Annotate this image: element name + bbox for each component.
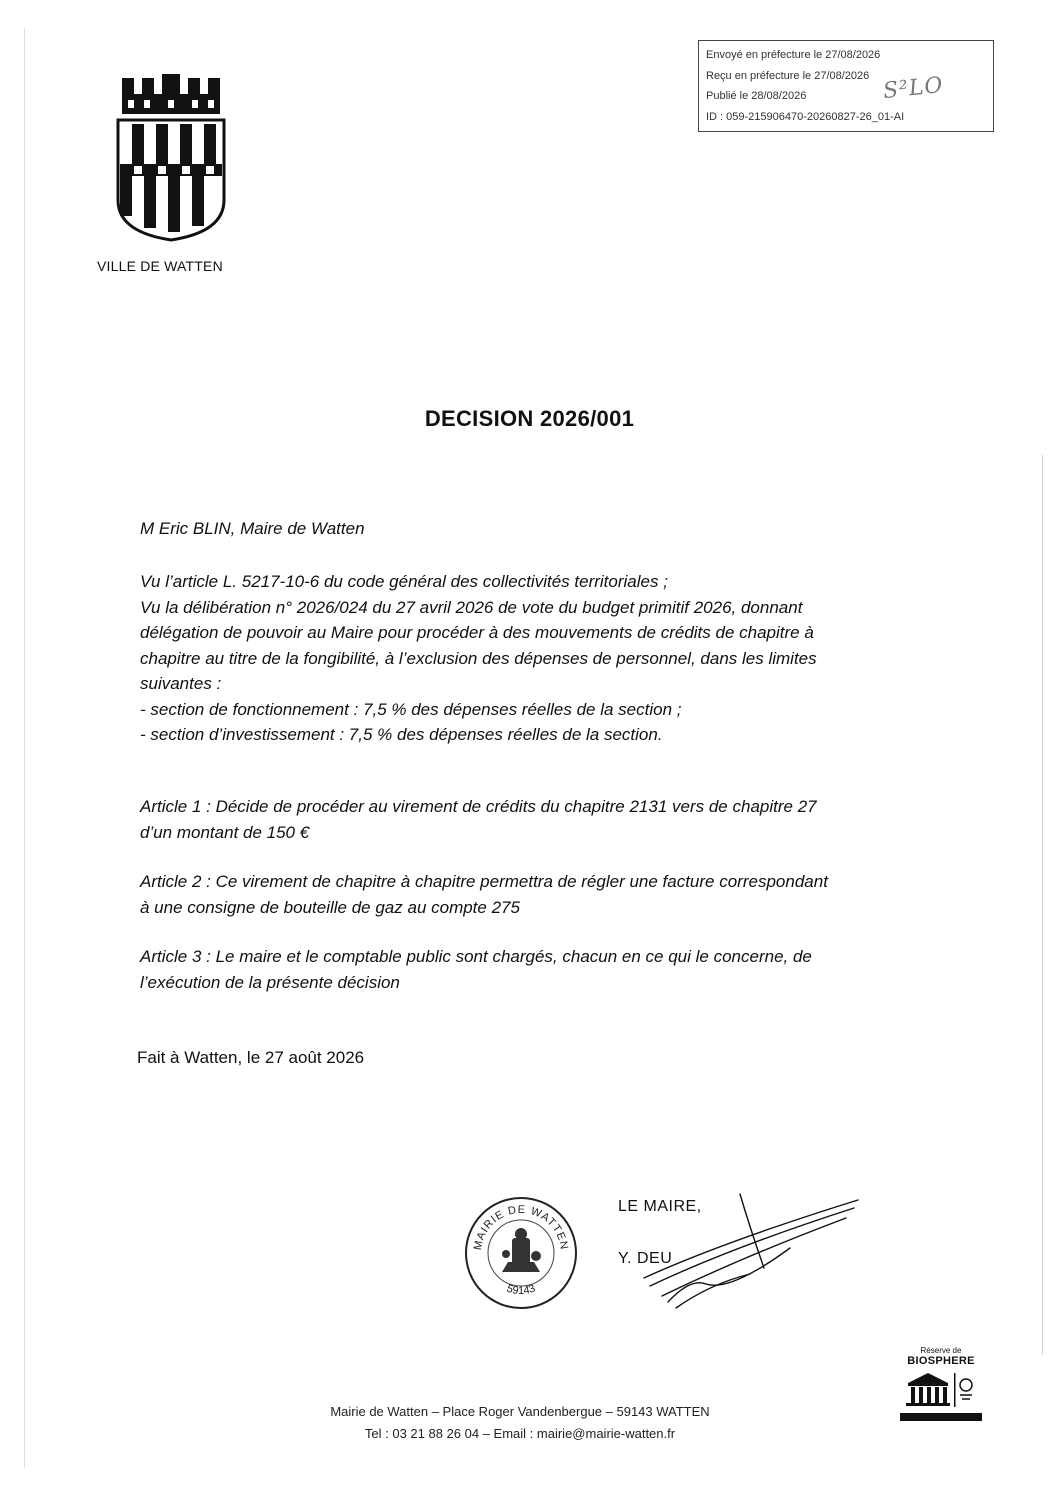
article-3-line: l’exécution de la présente décision [140, 972, 400, 992]
article-3-line: Article 3 : Le maire et le comptable public sont chargés, chacun en ce qui le concerne, de [140, 947, 812, 966]
signatory-name: Y. DEU [618, 1250, 673, 1267]
signatory-role: LE MAIRE, [618, 1198, 702, 1215]
prefecture-stamp [698, 40, 994, 132]
seal-text-bottom: 59143 [505, 1282, 537, 1298]
article-1-line: Article 1 : Décide de procéder au virement de crédits du chapitre 2131 vers de chapitre 27 [140, 797, 817, 816]
footer-contact: Tel : 03 21 88 26 04 – Email : mairie@mairie-watten.fr [364, 1426, 676, 1441]
town-hall-seal-icon [462, 1194, 580, 1312]
article-1-line: d’un montant de 150 € [140, 822, 310, 842]
article-1 [140, 794, 817, 845]
consideration-line: Vu l’article L. 5217-10-6 du code général des collectivités territoriales ; [140, 572, 668, 591]
consideration-line: délégation de pouvoir au Maire pour procéder à des mouvements de crédits de chapitre à [140, 623, 814, 642]
coat-of-arms-icon [112, 72, 230, 242]
biosphere-reserve-logo [898, 1346, 984, 1428]
footer-address: Mairie de Watten – Place Roger Vandenbergue – 59143 WATTEN [330, 1404, 710, 1419]
article-2 [140, 869, 828, 920]
unesco-temple-icon [898, 1367, 984, 1425]
scan-edge-left [24, 28, 25, 1468]
stamp-received: Reçu en préfecture le 27/08/2026 [706, 69, 870, 82]
consideration-line: Vu la délibération n° 2026/024 du 27 avril 2026 de vote du budget primitif 2026, donnant [140, 597, 803, 617]
scan-edge-right [1042, 455, 1043, 1355]
considerations [140, 569, 817, 748]
consideration-line: - section de fonctionnement : 7,5 % des dépenses réelles de la section ; [140, 699, 682, 719]
article-2-line: à une consigne de bouteille de gaz au compte 275 [140, 897, 520, 917]
done-at-line: Fait à Watten, le 27 août 2026 [137, 1048, 365, 1067]
article-2-line: Article 2 : Ce virement de chapitre à chapitre permettra de régler une facture correspondant [140, 872, 828, 891]
handwritten-signature [640, 1188, 870, 1318]
stamp-handwritten-mark: S²LO [881, 72, 945, 105]
article-3 [140, 944, 812, 995]
biosphere-logo-line1: Réserve de [920, 1346, 962, 1355]
seal-text-top: MAIRIE DE WATTEN [471, 1203, 571, 1252]
decision-title: DECISION 2026/001 [424, 406, 635, 431]
author-line: M Eric BLIN, Maire de Watten [140, 519, 365, 538]
svg-text:59143 [505, 1283, 537, 1298]
city-name: VILLE DE WATTEN [97, 258, 223, 274]
stamp-published: Publié le 28/08/2026 [706, 90, 807, 102]
stamp-sent: Envoyé en préfecture le 27/08/2026 [706, 49, 881, 61]
consideration-line: - section d’investissement : 7,5 % des dépenses réelles de la section. [140, 725, 663, 744]
consideration-line: chapitre au titre de la fongibilité, à l’exclusion des dépenses de personnel, dans les limites [140, 648, 817, 668]
stamp-id: ID : 059-215906470-20260827-26_01-AI [706, 110, 905, 123]
consideration-line: suivantes : [140, 674, 222, 693]
biosphere-logo-line2: BIOSPHERE [907, 1355, 975, 1367]
